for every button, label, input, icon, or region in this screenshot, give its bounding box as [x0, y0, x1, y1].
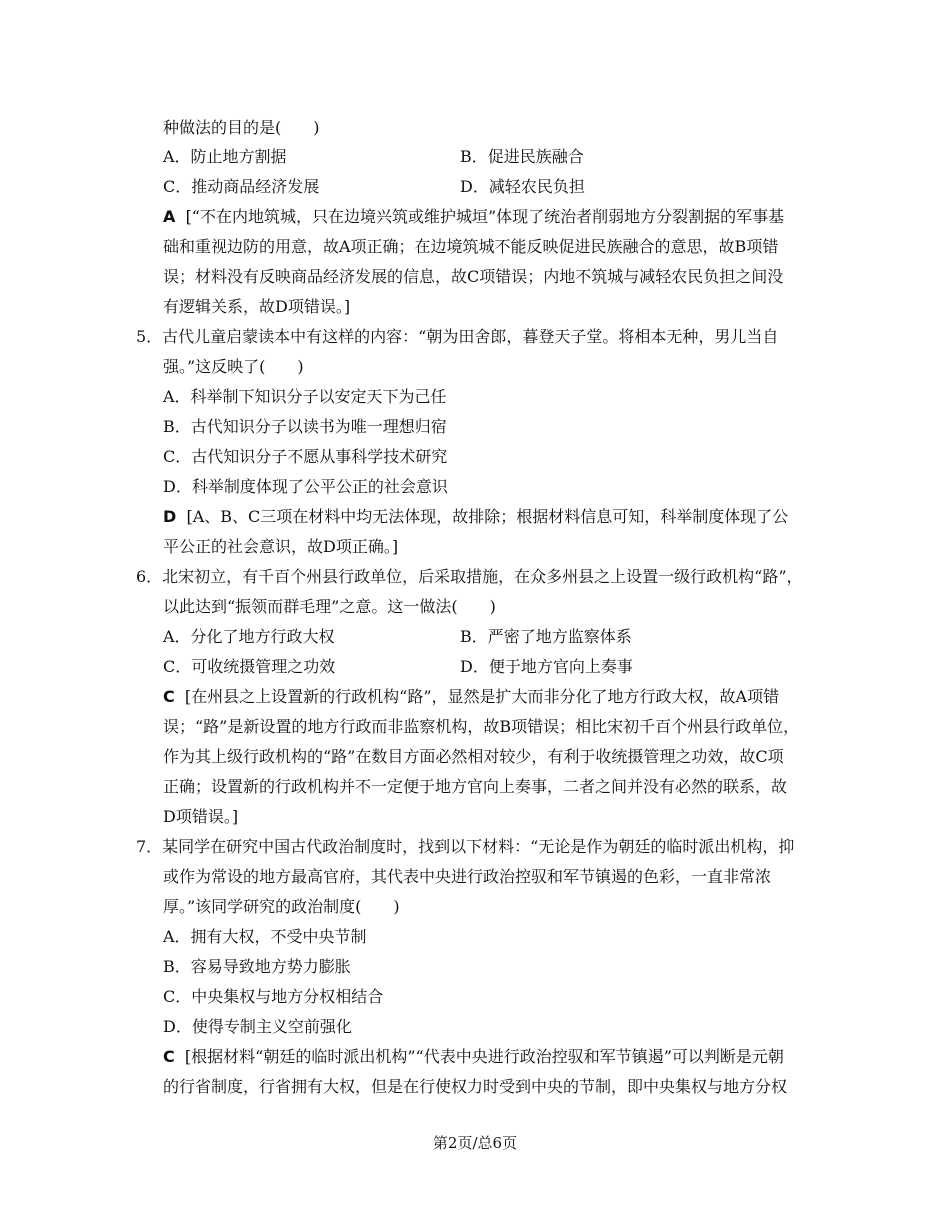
q6-explanation-line: [在州县之上设置新的行政机构“路”，显然是扩大而非分化了地方行政大权，故A项错: [184, 687, 780, 706]
q7-option-a: A．拥有大权，不受中央节制: [163, 927, 367, 946]
q4-explanation-line: [“不在内地筑城，只在边境兴筑或维护城垣”体现了统治者削弱地方分裂割据的军事基: [185, 207, 785, 226]
q5-option-a: A．科举制下知识分子以安定天下为己任: [163, 387, 447, 406]
q6-answer-letter: C: [163, 687, 175, 706]
q4-stem-tail: 种做法的目的是( ): [163, 118, 320, 137]
q4-option-d: D．减轻农民负担: [460, 177, 585, 196]
q4-option-b: B．促进民族融合: [460, 147, 584, 166]
q6-option-c: C．可收统摄管理之功效: [163, 657, 336, 676]
q4-answer-letter: A: [163, 207, 176, 226]
q7-option-d: D．使得专制主义空前强化: [163, 1017, 352, 1036]
q7-answer-letter: C: [163, 1047, 175, 1066]
q4-option-c: C．推动商品经济发展: [163, 177, 320, 196]
q7-stem-line: 厚。”该同学研究的政治制度( ): [163, 897, 400, 916]
q7-explanation-line: [根据材料“朝廷的临时派出机构”“代表中央进行政治控驭和军节镇遏”可以判断是元朝: [184, 1047, 784, 1066]
q7-explanation-line: 的行省制度，行省拥有大权，但是在行使权力时受到中央的节制，即中央集权与地方分权: [163, 1077, 788, 1096]
q6-stem-line: 6．北宋初立，有千百个州县行政单位，后采取措施，在众多州县之上设置一级行政机构“路”，: [136, 567, 803, 586]
q6-option-a: A．分化了地方行政大权: [163, 627, 335, 646]
q6-stem-line: 以此达到“振领而群毛理”之意。这一做法( ): [163, 597, 496, 616]
q5-answer-letter: D: [163, 507, 177, 526]
q7-option-b: B．容易导致地方势力膨胀: [163, 957, 351, 976]
q5-option-c: C．古代知识分子不愿从事科学技术研究: [163, 447, 448, 466]
q5-stem-line: 强。”这反映了( ): [163, 357, 304, 376]
q5-stem-line: 5．古代儿童启蒙读本中有这样的内容：“朝为田舍郎，暮登天子堂。将相本无种，男儿当自: [136, 327, 779, 346]
q6-answer-line: [163, 686, 779, 708]
q5-option-b: B．古代知识分子以读书为唯一理想归宿: [163, 417, 447, 436]
q7-answer-line: [163, 1046, 784, 1068]
q7-stem-line: 或作为常设的地方最高官府，其代表中央进行政治控驭和军节镇遏的色彩，一直非常浓: [163, 867, 772, 886]
q6-explanation-line: 误；“路”是新设置的地方行政而非监察机构，故B项错误；相比宋初千百个州县行政单位，: [163, 717, 800, 736]
q7-option-c: C．中央集权与地方分权相结合: [163, 987, 384, 1006]
q4-explanation-line: 误；材料没有反映商品经济发展的信息，故C项错误；内地不筑城与减轻农民负担之间没: [163, 267, 784, 286]
q5-explanation-line: [A、B、C三项在材料中均无法体现，故排除；根据材料信息可知，科举制度体现了公: [186, 507, 789, 526]
q5-option-d: D．科举制度体现了公平公正的社会意识: [163, 477, 448, 496]
page-number-footer: 第2页/总6页: [432, 1134, 518, 1152]
q4-explanation-line: 有逻辑关系，故D项错误。]: [163, 297, 351, 316]
q6-option-d: D．便于地方官向上奏事: [460, 657, 633, 676]
q4-answer-line: [163, 206, 784, 228]
q6-explanation-line: 作为其上级行政机构的“路”在数目方面必然相对较少，有利于收统摄管理之功效，故C项: [163, 747, 784, 766]
q7-stem-line: 7．某同学在研究中国古代政治制度时，找到以下材料：“无论是作为朝廷的临时派出机构，抑: [136, 837, 795, 856]
q5-answer-line: [163, 506, 788, 528]
q4-option-a: A．防止地方割据: [163, 147, 287, 166]
q6-explanation-line: D项错误。]: [163, 807, 239, 826]
q6-explanation-line: 正确；设置新的行政机构并不一定便于地方官向上奏事，二者之间并没有必然的联系，故: [163, 777, 788, 796]
q5-explanation-line: 平公正的社会意识，故D项正确。]: [163, 537, 399, 556]
q6-option-b: B．严密了地方监察体系: [460, 627, 632, 646]
q4-explanation-line: 础和重视边防的用意，故A项正确；在边境筑城不能反映促进民族融合的意思，故B项错: [163, 237, 779, 256]
